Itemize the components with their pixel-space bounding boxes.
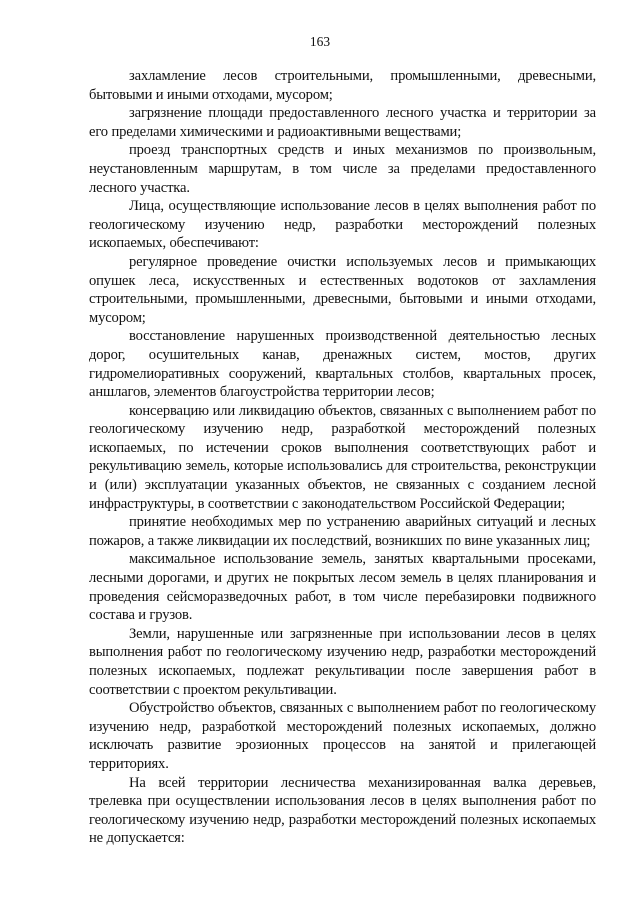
paragraph-4: Лица, осуществляющие использование лесов в целях выполнения работ по геологическому изучению недр, разработки месторождений полезных ископаемых, обеспечивают:	[89, 198, 596, 252]
paragraph-1: захламление лесов строительными, промышленными, древесными, бытовыми и иными отходами, мусором;	[89, 68, 596, 103]
paragraph-7: консервацию или ликвидацию объектов, связанных с выполнением работ по геологическому изучению недр, разработкой месторождений полезных ископаемых, по истечении сроков выполнения соответствующих работ и рекультивацию земель, которые использовались для строительства, реконструкции и (или) эксплуатации указанных объектов, не связанных с созданием лесной инфраструктуры, в соответствии с законодательством Российской Федерации;	[89, 402, 596, 512]
paragraph-11: Обустройство объектов, связанных с выполнением работ по геологическому изучению недр, разработкой месторождений полезных ископаемых, должно исключать развитие эрозионных процессов на занятой и прилегающей территориях.	[89, 700, 596, 772]
paragraph-8: принятие необходимых мер по устранению аварийных ситуаций и лесных пожаров, а также ликвидации их последствий, возникших по вине указанных лиц;	[89, 514, 596, 549]
paragraph-9: максимальное использование земель, занятых квартальными просеками, лесными дорогами, и других не покрытых лесом земель в целях планирования и проведения сейсморазведочных работ, в том числе перебазировки подвижного состава и грузов.	[89, 551, 596, 624]
paragraph-10: Земли, нарушенные или загрязненные при использовании лесов в целях выполнения работ по геологическому изучению недр, разработки месторождений полезных ископаемых, подлежат рекультивации после завершения работ в соответствии с проектом рекультивации.	[89, 625, 596, 698]
paragraph-3: проезд транспортных средств и иных механизмов по произвольным, неустановленным маршрутам, в том числе за пределами предоставленного лесного участка.	[89, 142, 596, 196]
paragraph-6: восстановление нарушенных производственной деятельностью лесных дорог, осушительных канав, дренажных систем, мостов, других гидромелиоративных сооружений, квартальных столбов, квартальных просек, аншлагов, элементов благоустройства территории лесов;	[89, 328, 596, 401]
paragraph-12: На всей территории лесничества механизированная валка деревьев, трелевка при осуществлении использования лесов в целях выполнения работ по геологическому изучению недр, разработки месторождений полезных ископаемых не допускается:	[89, 774, 596, 847]
body-text	[89, 67, 596, 848]
paragraph-2: загрязнение площади предоставленного лесного участка и территории за его пределами химическими и радиоактивными веществами;	[89, 105, 596, 140]
paragraph-5: регулярное проведение очистки используемых лесов и примыкающих опушек леса, искусственных и естественных водотоков от захламления строительными, промышленными, древесными, бытовыми и иными отходами, мусором;	[89, 253, 596, 326]
page-number: 163	[309, 34, 331, 49]
